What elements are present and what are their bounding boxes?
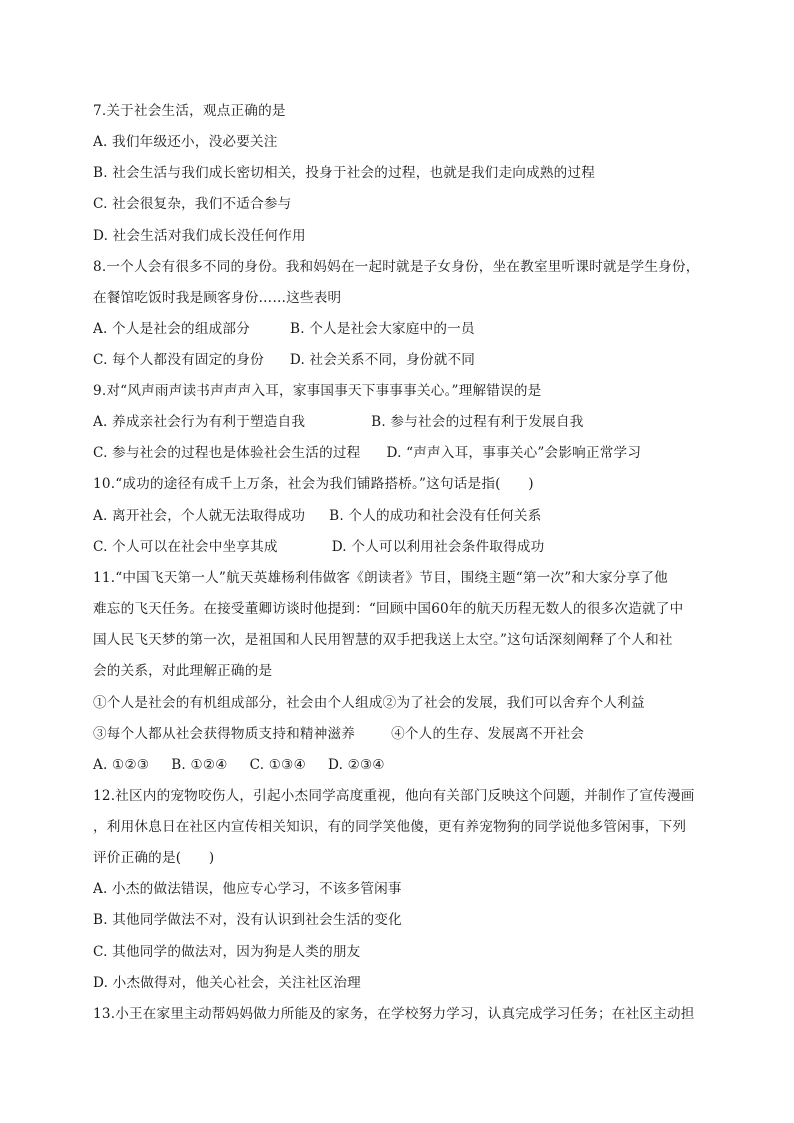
q9-option-d: D. “声声入耳，事事关心”会影响正常学习: [386, 445, 642, 461]
q8-option-b: B. 个人是社会大家庭中的一员: [290, 321, 475, 337]
q10-options-ab: [93, 507, 542, 525]
q9-option-c: C. 参与社会的过程也是体验社会生活的过程: [93, 445, 361, 461]
q8-option-c: C. 每个人都没有固定的身份: [93, 352, 264, 368]
q12-stem-line2: ，利用休息日在社区内宣传相关知识，有的同学笑他傻，更有养宠物狗的同学说他多管闲事，下列: [93, 819, 687, 835]
q11-option-a: A. ①②③: [93, 757, 150, 773]
q9-options-cd: [93, 444, 641, 462]
q12-option-c: C. 其他同学的做法对，因为狗是人类的朋友: [93, 944, 361, 960]
q13-stem-line1: 13.小王在家里主动帮妈妈做力所能及的家务，在学校努力学习，认真完成学习任务；在社区主动担: [93, 1006, 695, 1022]
q11-option-b: B. ①②④: [171, 757, 228, 773]
q11-statement-3: ③每个人都从社会获得物质支持和精神滋养: [93, 726, 356, 742]
q11-statements-line1: ①个人是社会的有机组成部分，社会由个人组成②为了社会的发展，我们可以舍弃个人利益: [93, 695, 645, 711]
q12-option-a: A. 小杰的做法错误，他应专心学习，不该多管闲事: [93, 881, 402, 897]
q9-stem: 9.对“风声雨声读书声声声入耳，家事国事天下事事事关心。”理解错误的是: [93, 383, 542, 399]
q8-stem-line2: 在餐馆吃饭时我是顾客身份……这些表明: [93, 290, 342, 306]
q11-stem-line1: 11.“中国飞天第一人”航天英雄杨利伟做客《朗读者》节目，围绕主题“第一次”和大家分享了他: [93, 570, 668, 586]
q10-stem: 10.“成功的途径有成千上万条，社会为我们铺路搭桥。”这句话是指( ): [93, 476, 534, 492]
q12-stem-line1: 12.社区内的宠物咬伤人，引起小杰同学高度重视，他向有关部门反映这个问题，并制作了宣传漫画: [93, 788, 695, 804]
q9-options-ab: [93, 413, 584, 431]
q7-option-b: B. 社会生活与我们成长密切相关，投身于社会的过程，也就是我们走向成熟的过程: [93, 165, 596, 181]
q12-option-b: B. 其他同学做法不对，没有认识到社会生活的变化: [93, 912, 402, 928]
q11-statements-line2: [93, 725, 584, 743]
q8-options-ab: [93, 320, 475, 338]
q10-option-d: D. 个人可以利用社会条件取得成功: [331, 539, 545, 555]
q8-options-cd: [93, 351, 475, 369]
q7-option-c: C. 社会很复杂，我们不适合参与: [93, 196, 292, 212]
q8-option-a: A. 个人是社会的组成部分: [93, 321, 250, 337]
q11-option-c: C. ①③④: [249, 757, 306, 773]
q12-option-d: D. 小杰做得对，他关心社会，关注社区治理: [93, 975, 361, 991]
q11-stem-line2: 难忘的飞天任务。在接受董卿访谈时他提到：“回顾中国60年的航天历程无数人的很多次造就了中: [93, 601, 684, 617]
q10-option-b: B. 个人的成功和社会没有任何关系: [329, 508, 542, 524]
q8-option-d: D. 社会关系不同，身份就不同: [289, 352, 476, 368]
q10-options-cd: [93, 538, 544, 556]
q10-option-c: C. 个人可以在社会中坐享其成: [93, 539, 278, 555]
q7-option-d: D. 社会生活对我们成长没任何作用: [93, 228, 306, 244]
q9-option-a: A. 养成亲社会行为有利于塑造自我: [93, 414, 306, 430]
q11-option-d: D. ②③④: [327, 757, 385, 773]
q12-stem-line3: 评价正确的是( ): [93, 850, 215, 866]
q8-stem-line1: 8.一个人会有很多不同的身份。我和妈妈在一起时就是子女身份，坐在教室里听课时就是学生身份，: [93, 259, 700, 275]
q7-stem: 7.关于社会生活，观点正确的是: [93, 103, 286, 119]
q11-stem-line3: 国人民飞天梦的第一次，是祖国和人民用智慧的双手把我送上太空。”这句话深刻阐释了个人和社: [93, 632, 673, 648]
q9-option-b: B. 参与社会的过程有利于发展自我: [371, 414, 584, 430]
q10-option-a: A. 离开社会，个人就无法取得成功: [93, 508, 306, 524]
q11-options: [93, 756, 385, 774]
q11-statement-4: ④个人的生存、发展离不开社会: [391, 726, 585, 742]
q11-stem-line4: 会的关系，对此理解正确的是: [93, 663, 273, 679]
q7-option-a: A. 我们年级还小，没必要关注: [93, 134, 278, 150]
